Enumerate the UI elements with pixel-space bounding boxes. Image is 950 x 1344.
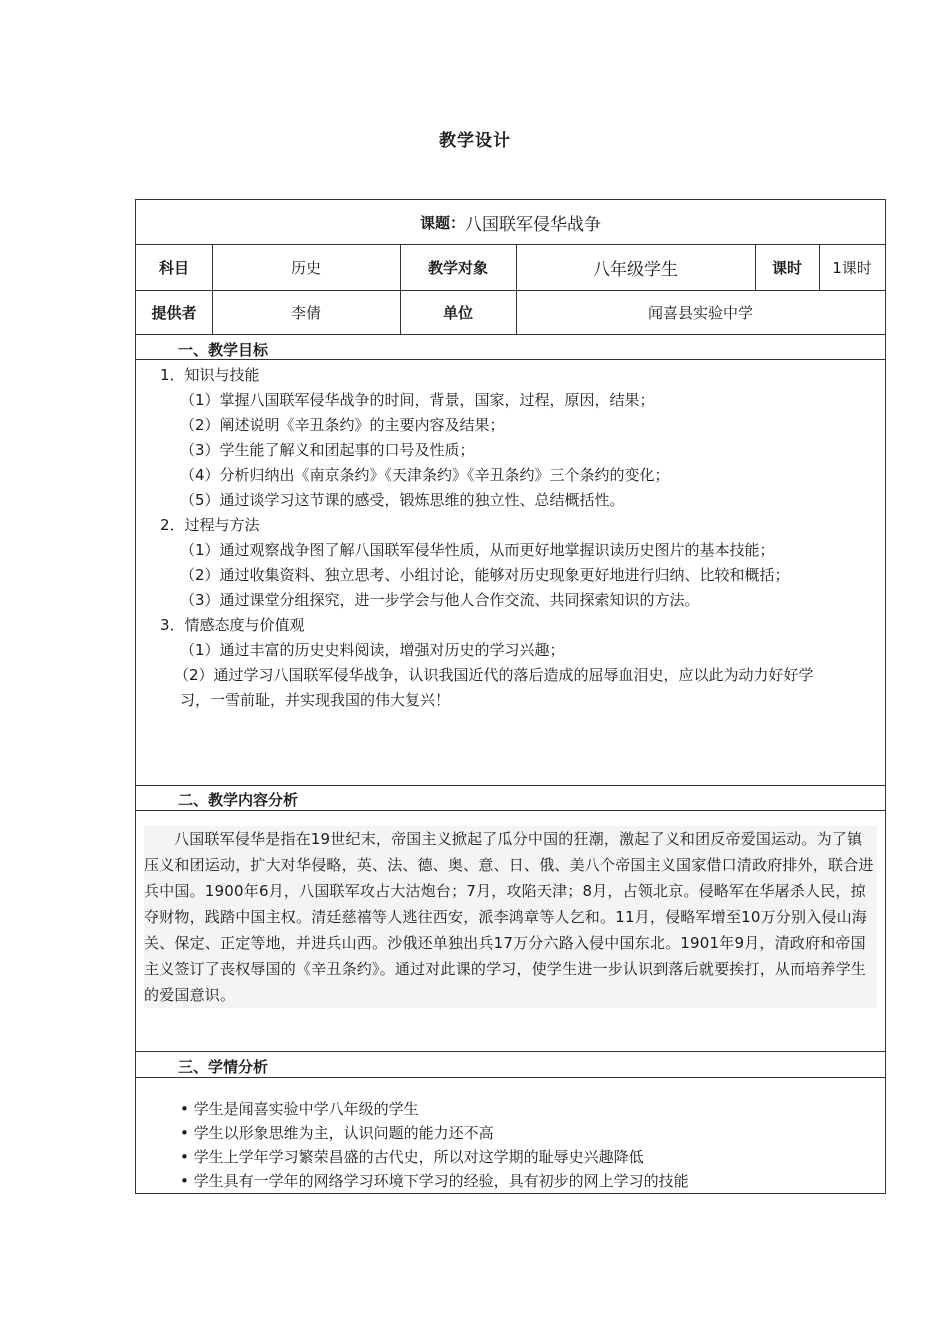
audience-value: 八年级学生: [593, 259, 678, 280]
document-title: 教学设计: [439, 131, 511, 151]
subject-value: 历史: [290, 258, 321, 277]
goals-line: （2）通过学习八国联军侵华战争，认识我国近代的落后造成的屈辱血泪史，应以此为动力好好学: [174, 666, 814, 684]
unit-value: 闻喜县实验中学: [647, 303, 753, 322]
topic-value: 八国联军侵华战争: [465, 214, 601, 235]
goals-line: （1）通过观察战争图了解八国联军侵华性质，从而更好地掌握识读历史图片的基本技能；: [180, 541, 775, 559]
goals-heading: 一、教学目标: [178, 341, 269, 359]
goals-line: （3）学生能了解义和团起事的口号及性质；: [180, 441, 475, 459]
content-paragraph: 八国联军侵华是指在19世纪末，帝国主义掀起了瓜分中国的狂潮，激起了义和团反帝爱国运动。为了镇压义和团运动，扩大对华侵略，英、法、德、奥、意、日、俄、美八个帝国主义国家借口清政府排外，联合进兵中国。1900年6月，八国联军攻占大沽炮台；7月，攻陷天津；8月，占领北京。侵略军在华屠杀人民，掠夺财物，践踏中国主权。清廷慈禧等人逃往西安，派李鸿章等人乞和。11月，侵略军增至10万分别入侵山海关、保定、正定等地，并进兵山西。沙俄还单独出兵17万分六路入侵中国东北。1901年9月，清政府和帝国主义签订了丧权辱国的《辛丑条约》。通过对此课的学习，使学生进一步认识到落后就要挨打，从而培养学生的爱国意识。: [144, 826, 877, 1008]
hours-label: 课时: [771, 258, 802, 277]
learner-item: • 学生是闻喜实验中学八年级的学生: [180, 1098, 419, 1119]
lesson-plan-table: [135, 199, 886, 1194]
subject-label: 科目: [158, 258, 189, 277]
audience-label: 教学对象: [427, 258, 488, 277]
topic-label: 课题：: [419, 213, 465, 232]
goals-line: （1）通过丰富的历史史料阅读，增强对历史的学习兴趣；: [180, 641, 565, 659]
unit-label: 单位: [442, 303, 473, 322]
goals-line: （2）阐述说明《辛丑条约》的主要内容及结果；: [180, 416, 505, 434]
goals-line: （3）通过课堂分组探究，进一步学会与他人合作交流、共同探索知识的方法。: [180, 591, 700, 609]
goals-line: 3．情感态度与价值观: [160, 616, 305, 634]
goals-line: （1）掌握八国联军侵华战争的时间，背景，国家，过程，原因，结果；: [180, 391, 655, 409]
provider-label: 提供者: [151, 303, 197, 322]
learner-item: • 学生以形象思维为主，认识问题的能力还不高: [180, 1122, 494, 1143]
goals-line: （5）通过谈学习这节课的感受，锻炼思维的独立性、总结概括性。: [180, 491, 625, 509]
goals-line: 1．知识与技能: [160, 366, 260, 384]
hours-value: 1课时: [832, 258, 872, 277]
learners-heading: 三、学情分析: [178, 1058, 269, 1076]
learner-item: • 学生具有一学年的网络学习环境下学习的经验，具有初步的网上学习的技能: [180, 1170, 689, 1191]
goals-line: 2．过程与方法: [160, 516, 260, 534]
content-heading: 二、教学内容分析: [178, 791, 299, 809]
goals-line: （2）通过收集资料、独立思考、小组讨论，能够对历史现象更好地进行归纳、比较和概括；: [180, 566, 790, 584]
topic-row: [136, 200, 885, 244]
learner-item: • 学生上学年学习繁荣昌盛的古代史，所以对这学期的耻辱史兴趣降低: [180, 1146, 644, 1167]
goals-line: 习，一雪前耻，并实现我国的伟大复兴！: [180, 691, 451, 709]
goals-line: （4）分析归纳出《南京条约》《天津条约》《辛丑条约》三个条约的变化；: [180, 466, 670, 484]
provider-value: 李倩: [290, 303, 321, 322]
